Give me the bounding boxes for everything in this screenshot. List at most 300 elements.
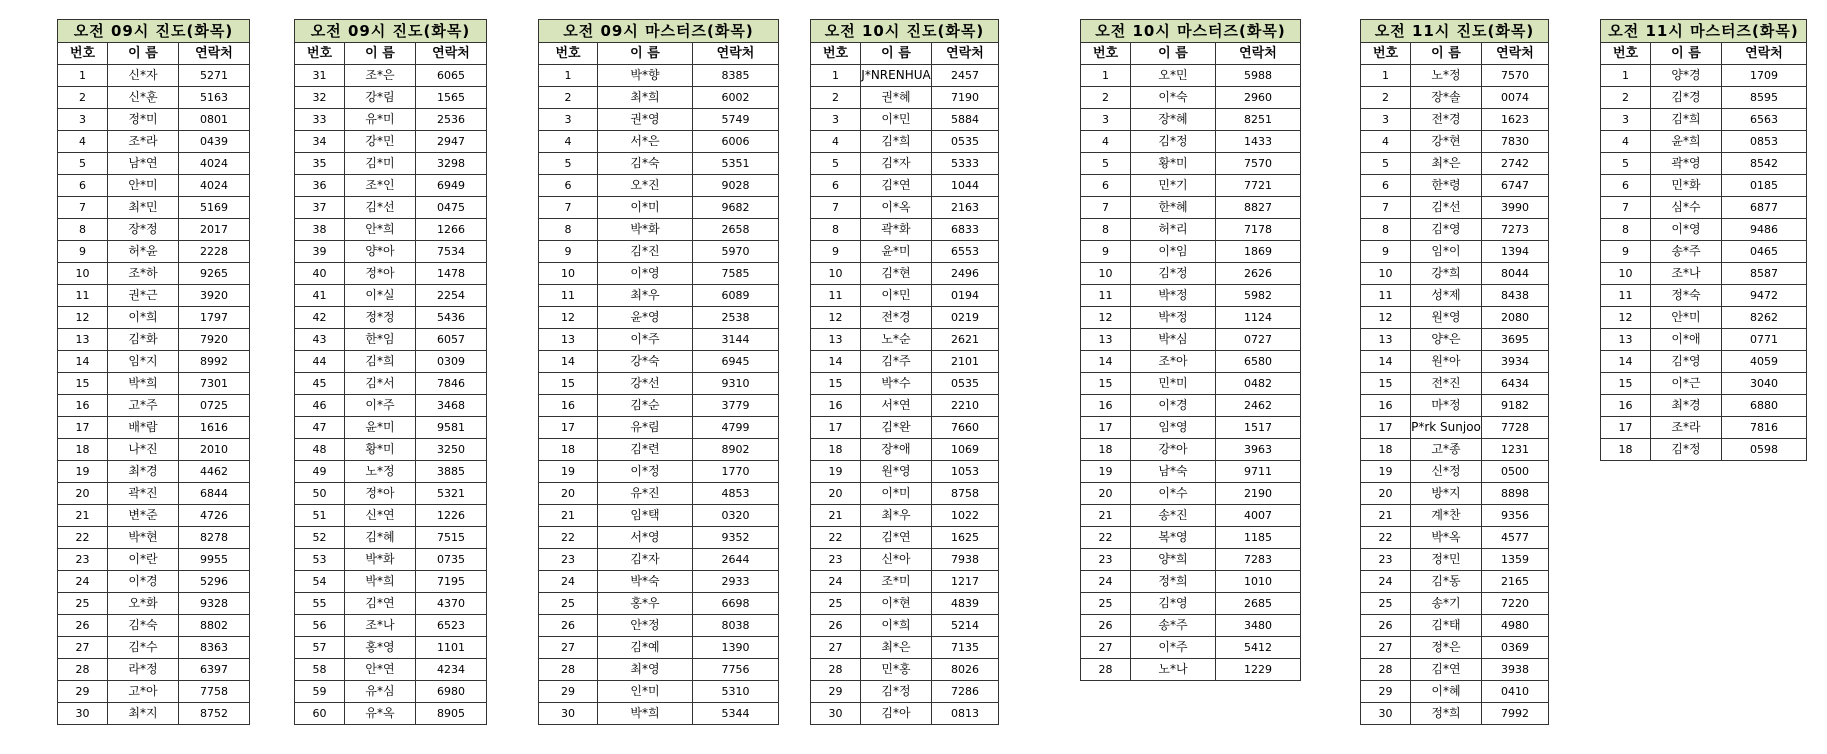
row-number: 4 — [1601, 131, 1651, 153]
row-number: 6 — [1601, 175, 1651, 197]
phone-suffix: 2947 — [416, 131, 487, 153]
member-name: 양*아 — [345, 241, 416, 263]
header-name: 이 름 — [1651, 43, 1722, 65]
member-name: 김*정 — [1131, 263, 1216, 285]
table-row — [1081, 285, 1301, 307]
row-number: 28 — [539, 659, 598, 681]
phone-suffix: 9486 — [1722, 219, 1807, 241]
table-row — [1361, 329, 1549, 351]
row-number: 13 — [58, 329, 108, 351]
member-name: 박*수 — [861, 373, 932, 395]
row-number: 4 — [58, 131, 108, 153]
table-row — [58, 483, 250, 505]
row-number: 14 — [539, 351, 598, 373]
table-row — [295, 461, 487, 483]
row-number: 8 — [1361, 219, 1411, 241]
member-name: 복*영 — [1131, 527, 1216, 549]
table-row — [811, 417, 999, 439]
row-number: 28 — [1361, 659, 1411, 681]
row-number: 30 — [1361, 703, 1411, 725]
member-name: 김*미 — [345, 153, 416, 175]
row-number: 4 — [811, 131, 861, 153]
member-name: 김*정 — [1131, 131, 1216, 153]
table-row — [539, 65, 779, 87]
row-number: 8 — [1601, 219, 1651, 241]
row-number: 21 — [1361, 505, 1411, 527]
table-row — [1081, 307, 1301, 329]
row-number: 1 — [1601, 65, 1651, 87]
member-name: 최*우 — [861, 505, 932, 527]
table-row — [811, 131, 999, 153]
row-number: 7 — [1601, 197, 1651, 219]
row-number: 1 — [58, 65, 108, 87]
phone-suffix: 0074 — [1482, 87, 1549, 109]
table-row — [539, 615, 779, 637]
table-row — [1601, 219, 1807, 241]
member-name: 송*주 — [1651, 241, 1722, 263]
phone-suffix: 1266 — [416, 219, 487, 241]
phone-suffix: 6880 — [1722, 395, 1807, 417]
member-name: 유*심 — [345, 681, 416, 703]
member-name: 최*은 — [861, 637, 932, 659]
phone-suffix: 6833 — [932, 219, 999, 241]
table-row — [58, 197, 250, 219]
member-name: 오*민 — [1131, 65, 1216, 87]
member-name: 민*화 — [1651, 175, 1722, 197]
phone-suffix: 8251 — [1216, 109, 1301, 131]
row-number: 9 — [539, 241, 598, 263]
phone-suffix: 3779 — [693, 395, 779, 417]
phone-suffix: 5988 — [1216, 65, 1301, 87]
row-number: 42 — [295, 307, 345, 329]
phone-suffix: 5296 — [179, 571, 250, 593]
row-number: 17 — [58, 417, 108, 439]
phone-suffix: 8385 — [693, 65, 779, 87]
member-name: 남*연 — [108, 153, 179, 175]
member-name: 정*정 — [345, 307, 416, 329]
member-name: 장*정 — [108, 219, 179, 241]
row-number: 16 — [1081, 395, 1131, 417]
member-name: J*NRENHUA — [861, 65, 932, 87]
row-number: 25 — [1081, 593, 1131, 615]
member-name: 한*혜 — [1131, 197, 1216, 219]
row-number: 11 — [1081, 285, 1131, 307]
member-name: 허*윤 — [108, 241, 179, 263]
row-number: 3 — [539, 109, 598, 131]
table-row — [58, 417, 250, 439]
phone-suffix: 3920 — [179, 285, 250, 307]
phone-suffix: 0735 — [416, 549, 487, 571]
row-number: 1 — [1081, 65, 1131, 87]
member-name: 강*민 — [345, 131, 416, 153]
table-row — [1081, 351, 1301, 373]
table-row — [295, 681, 487, 703]
phone-suffix: 5412 — [1216, 637, 1301, 659]
table-row — [539, 329, 779, 351]
phone-suffix: 2621 — [932, 329, 999, 351]
table-row — [1081, 131, 1301, 153]
table-row — [58, 307, 250, 329]
member-name: 최*우 — [598, 285, 693, 307]
row-number: 11 — [1361, 285, 1411, 307]
table-row — [58, 241, 250, 263]
phone-suffix: 7920 — [179, 329, 250, 351]
row-number: 25 — [811, 593, 861, 615]
member-name: 노*정 — [1411, 65, 1482, 87]
row-number: 27 — [811, 637, 861, 659]
table-row — [1081, 461, 1301, 483]
table-row — [1081, 571, 1301, 593]
row-number: 23 — [1361, 549, 1411, 571]
member-name: 박*화 — [598, 219, 693, 241]
phone-suffix: 7721 — [1216, 175, 1301, 197]
phone-suffix: 0813 — [932, 703, 999, 725]
table-row — [58, 703, 250, 725]
member-name: 권*혜 — [861, 87, 932, 109]
row-number: 29 — [58, 681, 108, 703]
member-name: 박*희 — [598, 703, 693, 725]
phone-suffix: 8802 — [179, 615, 250, 637]
phone-suffix: 4462 — [179, 461, 250, 483]
phone-suffix: 2163 — [932, 197, 999, 219]
table-row — [811, 65, 999, 87]
table-row — [1081, 439, 1301, 461]
table-row — [295, 637, 487, 659]
phone-suffix: 1217 — [932, 571, 999, 593]
row-number: 8 — [1081, 219, 1131, 241]
phone-suffix: 0771 — [1722, 329, 1807, 351]
row-number: 29 — [811, 681, 861, 703]
member-name: 전*경 — [1411, 109, 1482, 131]
phone-suffix: 8044 — [1482, 263, 1549, 285]
row-number: 16 — [58, 395, 108, 417]
table-row — [1601, 175, 1807, 197]
table-title: 오전 09시 마스터즈(화목) — [539, 20, 779, 43]
header-number: 번호 — [811, 43, 861, 65]
phone-suffix: 6089 — [693, 285, 779, 307]
phone-suffix: 9581 — [416, 417, 487, 439]
table-row — [539, 549, 779, 571]
table-row — [1361, 615, 1549, 637]
phone-suffix: 1394 — [1482, 241, 1549, 263]
row-number: 29 — [1361, 681, 1411, 703]
header-name: 이 름 — [108, 43, 179, 65]
row-number: 19 — [539, 461, 598, 483]
phone-suffix: 1390 — [693, 637, 779, 659]
row-number: 1 — [811, 65, 861, 87]
member-name: 유*옥 — [345, 703, 416, 725]
row-number: 22 — [1361, 527, 1411, 549]
member-name: 원*영 — [861, 461, 932, 483]
phone-suffix: 7830 — [1482, 131, 1549, 153]
table-row — [1601, 373, 1807, 395]
phone-suffix: 8262 — [1722, 307, 1807, 329]
phone-suffix: 1797 — [179, 307, 250, 329]
member-name: 최*영 — [598, 659, 693, 681]
row-number: 7 — [539, 197, 598, 219]
table-row — [539, 527, 779, 549]
row-number: 28 — [1081, 659, 1131, 681]
table-row — [811, 109, 999, 131]
phone-suffix: 1185 — [1216, 527, 1301, 549]
member-name: 윤*미 — [861, 241, 932, 263]
row-number: 6 — [1081, 175, 1131, 197]
phone-suffix: 7728 — [1482, 417, 1549, 439]
table-row — [1601, 417, 1807, 439]
member-name: 원*영 — [1411, 307, 1482, 329]
phone-suffix: 2080 — [1482, 307, 1549, 329]
row-number: 3 — [1361, 109, 1411, 131]
table-row — [539, 87, 779, 109]
phone-suffix: 3480 — [1216, 615, 1301, 637]
member-name: 신*아 — [861, 549, 932, 571]
row-number: 18 — [58, 439, 108, 461]
table-row — [811, 329, 999, 351]
phone-suffix: 0727 — [1216, 329, 1301, 351]
row-number: 12 — [539, 307, 598, 329]
member-name: 장*솔 — [1411, 87, 1482, 109]
phone-suffix: 0801 — [179, 109, 250, 131]
table-title: 오전 09시 진도(화목) — [58, 20, 250, 43]
table-row — [58, 351, 250, 373]
table-row — [295, 153, 487, 175]
table-row — [58, 285, 250, 307]
table-row — [539, 637, 779, 659]
member-name: 조*나 — [345, 615, 416, 637]
member-name: 김*수 — [108, 637, 179, 659]
table-row — [1601, 263, 1807, 285]
table-row — [811, 175, 999, 197]
member-name: 황*미 — [345, 439, 416, 461]
table-row — [58, 527, 250, 549]
member-name: 임*이 — [1411, 241, 1482, 263]
member-name: 이*경 — [1131, 395, 1216, 417]
phone-suffix: 4007 — [1216, 505, 1301, 527]
table-row — [811, 351, 999, 373]
phone-suffix: 6844 — [179, 483, 250, 505]
phone-suffix: 8992 — [179, 351, 250, 373]
member-name: 허*리 — [1131, 219, 1216, 241]
row-number: 8 — [539, 219, 598, 241]
phone-suffix: 1623 — [1482, 109, 1549, 131]
table-row — [1081, 615, 1301, 637]
member-name: 이*민 — [861, 109, 932, 131]
member-name: 윤*미 — [345, 417, 416, 439]
phone-suffix: 7135 — [932, 637, 999, 659]
header-name: 이 름 — [1411, 43, 1482, 65]
row-number: 30 — [58, 703, 108, 725]
row-number: 6 — [58, 175, 108, 197]
phone-suffix: 9352 — [693, 527, 779, 549]
member-name: 한*령 — [1411, 175, 1482, 197]
table-row — [539, 241, 779, 263]
member-name: 이*영 — [598, 263, 693, 285]
table-row — [811, 703, 999, 725]
phone-suffix: 1226 — [416, 505, 487, 527]
phone-suffix: 5333 — [932, 153, 999, 175]
member-name: 이*정 — [598, 461, 693, 483]
table-row — [1081, 637, 1301, 659]
row-number: 1 — [1361, 65, 1411, 87]
member-name: 김*혜 — [345, 527, 416, 549]
row-number: 7 — [58, 197, 108, 219]
member-name: 계*찬 — [1411, 505, 1482, 527]
row-number: 9 — [811, 241, 861, 263]
member-name: 권*영 — [598, 109, 693, 131]
phone-suffix: 4853 — [693, 483, 779, 505]
table-row — [539, 109, 779, 131]
member-name: 곽*화 — [861, 219, 932, 241]
row-number: 14 — [58, 351, 108, 373]
table-row — [1081, 593, 1301, 615]
phone-suffix: 8438 — [1482, 285, 1549, 307]
row-number: 23 — [1081, 549, 1131, 571]
roster-table — [294, 19, 487, 725]
table-row — [1081, 527, 1301, 549]
row-number: 5 — [539, 153, 598, 175]
phone-suffix: 1022 — [932, 505, 999, 527]
table-row — [539, 681, 779, 703]
row-number: 7 — [1081, 197, 1131, 219]
phone-suffix: 2644 — [693, 549, 779, 571]
row-number: 18 — [811, 439, 861, 461]
table-row — [539, 703, 779, 725]
phone-suffix: 6945 — [693, 351, 779, 373]
row-number: 22 — [811, 527, 861, 549]
member-name: 조*미 — [861, 571, 932, 593]
member-name: 조*하 — [108, 263, 179, 285]
member-name: 노*순 — [861, 329, 932, 351]
table-row — [1081, 219, 1301, 241]
row-number: 3 — [58, 109, 108, 131]
member-name: 안*미 — [1651, 307, 1722, 329]
roster-table — [1360, 19, 1549, 725]
row-number: 14 — [1361, 351, 1411, 373]
row-number: 7 — [811, 197, 861, 219]
phone-suffix: 9955 — [179, 549, 250, 571]
phone-suffix: 4799 — [693, 417, 779, 439]
table-row — [295, 307, 487, 329]
phone-suffix: 1616 — [179, 417, 250, 439]
member-name: 이*주 — [598, 329, 693, 351]
member-name: 박*숙 — [598, 571, 693, 593]
member-name: 이*현 — [861, 593, 932, 615]
member-name: 장*애 — [861, 439, 932, 461]
table-row — [539, 153, 779, 175]
table-row — [295, 505, 487, 527]
phone-suffix: 0725 — [179, 395, 250, 417]
row-number: 2 — [1361, 87, 1411, 109]
phone-suffix: 4234 — [416, 659, 487, 681]
row-number: 48 — [295, 439, 345, 461]
table-row — [295, 483, 487, 505]
phone-suffix: 3298 — [416, 153, 487, 175]
phone-suffix: 2933 — [693, 571, 779, 593]
table-title: 오전 11시 진도(화목) — [1361, 20, 1549, 43]
row-number: 18 — [1081, 439, 1131, 461]
phone-suffix: 1124 — [1216, 307, 1301, 329]
member-name: 정*숙 — [1651, 285, 1722, 307]
table-row — [1361, 65, 1549, 87]
member-name: 김*태 — [1411, 615, 1482, 637]
member-name: 박*정 — [1131, 307, 1216, 329]
phone-suffix: 2210 — [932, 395, 999, 417]
member-name: 김*영 — [1131, 593, 1216, 615]
row-number: 6 — [1361, 175, 1411, 197]
phone-suffix: 7178 — [1216, 219, 1301, 241]
row-number: 37 — [295, 197, 345, 219]
row-number: 52 — [295, 527, 345, 549]
phone-suffix: 5436 — [416, 307, 487, 329]
row-number: 8 — [811, 219, 861, 241]
row-number: 22 — [58, 527, 108, 549]
member-name: 양*희 — [1131, 549, 1216, 571]
row-number: 3 — [811, 109, 861, 131]
phone-suffix: 5214 — [932, 615, 999, 637]
phone-suffix: 2685 — [1216, 593, 1301, 615]
table-row — [1361, 197, 1549, 219]
member-name: 김*아 — [861, 703, 932, 725]
table-row — [1081, 109, 1301, 131]
phone-suffix: 1565 — [416, 87, 487, 109]
row-number: 11 — [1601, 285, 1651, 307]
row-number: 38 — [295, 219, 345, 241]
member-name: 박*현 — [108, 527, 179, 549]
table-row — [1601, 153, 1807, 175]
member-name: 박*정 — [1131, 285, 1216, 307]
phone-suffix: 7758 — [179, 681, 250, 703]
table-row — [811, 395, 999, 417]
table-row — [811, 373, 999, 395]
member-name: 강*현 — [1411, 131, 1482, 153]
member-name: 이*희 — [861, 615, 932, 637]
row-number: 18 — [539, 439, 598, 461]
table-row — [295, 109, 487, 131]
table-row — [295, 703, 487, 725]
phone-suffix: 0219 — [932, 307, 999, 329]
phone-suffix: 5169 — [179, 197, 250, 219]
table-row — [58, 373, 250, 395]
member-name: 나*진 — [108, 439, 179, 461]
row-number: 12 — [58, 307, 108, 329]
header-name: 이 름 — [1131, 43, 1216, 65]
phone-suffix: 7190 — [932, 87, 999, 109]
member-name: 임*영 — [1131, 417, 1216, 439]
row-number: 9 — [58, 241, 108, 263]
member-name: 홍*우 — [598, 593, 693, 615]
roster-table — [538, 19, 779, 725]
table-row — [1361, 439, 1549, 461]
phone-suffix: 9356 — [1482, 505, 1549, 527]
phone-suffix: 5321 — [416, 483, 487, 505]
phone-suffix: 8595 — [1722, 87, 1807, 109]
member-name: 이*근 — [1651, 373, 1722, 395]
row-number: 55 — [295, 593, 345, 615]
phone-suffix: 6002 — [693, 87, 779, 109]
phone-suffix: 9711 — [1216, 461, 1301, 483]
member-name: 이*애 — [1651, 329, 1722, 351]
phone-suffix: 2190 — [1216, 483, 1301, 505]
member-name: 최*은 — [1411, 153, 1482, 175]
phone-suffix: 2457 — [932, 65, 999, 87]
row-number: 9 — [1361, 241, 1411, 263]
row-number: 34 — [295, 131, 345, 153]
row-number: 25 — [1361, 593, 1411, 615]
table-row — [811, 659, 999, 681]
table-title: 오전 10시 마스터즈(화목) — [1081, 20, 1301, 43]
header-name: 이 름 — [598, 43, 693, 65]
table-row — [811, 263, 999, 285]
